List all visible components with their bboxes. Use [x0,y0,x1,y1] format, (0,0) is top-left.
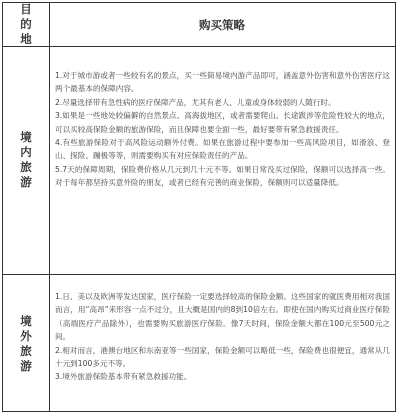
strategy-paragraph: 1.日、美以及欧洲等发达国家，医疗保险一定要选择较高的保险金额。这些国家的就医费用相对我国而言，用“高昂”来形容一点不过分，且大概是国内的8到10倍左右。即使在国内购买过商业医疗保险（高端医疗产品除外），也需要购买旅游医疗保险。像7天时间，保险金额大都在100元至500元之间。 [55,292,390,342]
strategy-paragraph: 4.有些旅游保险对于高风险运动额外付费。如果在旅游过程中要参加一些高风险项目，如滑浪、登山、探险、蹦极等等，则需要购买有对应保险责任的产品。 [55,138,390,161]
strategy-paragraph: 2.尽量选择带有急性病的医疗保障产品，尤其有老人、儿童或身体较弱的人随行时。 [55,97,336,107]
label-char: 内 [20,145,32,159]
strategy-header-cell: 购买策略 [199,17,245,32]
label-char: 外 [20,328,32,343]
header-char: 目 [20,2,32,16]
strategy-paragraph: 1.对于城市游或者一些较有名的景点，买一些简易境内游产品即可，涵盖意外伤害和意外伤害医疗这两个最基本的保障内容。 [55,71,390,94]
label-char: 旅 [20,160,32,174]
header-row-divider [3,46,395,47]
strategy-paragraph: 2.相对而言，港澳台地区和东南亚等一些国家，保险金额可以略低一些，保险费也很便宜，通常从几十元到100多元不等。 [55,345,390,369]
domestic-travel-label [3,46,49,274]
column-divider [49,3,50,411]
header-char: 的 [20,17,32,31]
label-char: 境 [20,313,32,328]
row-divider [3,274,395,275]
strategy-paragraph: 3.境外旅游保险基本带有紧急救援功能。 [55,372,192,382]
destination-header-cell [3,3,49,46]
label-char: 游 [20,175,32,189]
label-char: 游 [20,358,32,373]
overseas-travel-strategy [55,290,390,384]
strategy-paragraph: 3.如果是一些地处较偏僻的自然景点、高海拔地区，或者需要爬山、长途跋涉等危险性较大的地点，可以买较高保险金额的旅游保险，而且保障也要全面一些，最好要带有紧急救援责任。 [55,111,390,134]
overseas-travel-label [3,274,49,413]
domestic-travel-strategy [55,69,390,190]
label-char: 旅 [20,343,32,358]
travel-insurance-table [2,2,396,412]
header-char: 地 [20,32,32,46]
strategy-paragraph: 5.7天的保障周期，保险费价格从几元到几十元不等。如果日常没买过保险，保额可以选择高一些。对于每年都坚持买意外险的朋友，或者已经有完善的商业保险，保额则可以适量降低。 [55,164,390,188]
label-char: 境 [20,130,32,144]
